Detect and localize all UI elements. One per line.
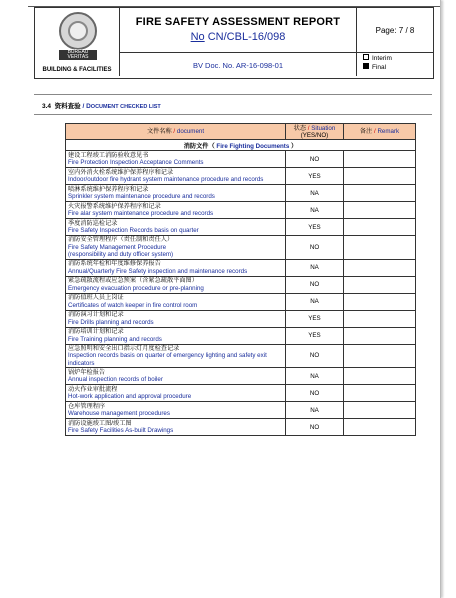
bureau-veritas-seal-icon <box>59 12 97 50</box>
document-name-en: Hot-work application and approval procedure <box>68 393 192 400</box>
table-row <box>66 344 416 368</box>
table-row <box>66 151 416 168</box>
document-name-cn: 消防演习计划和记录 <box>68 311 124 318</box>
status-cell: NA <box>286 202 344 219</box>
document-name-en: Fire Safety Inspection Records basis on quarter <box>68 227 199 234</box>
final-option <box>363 63 386 72</box>
division-label: BUILDING & FACILITIES <box>42 67 112 73</box>
status-cell: NA <box>286 402 344 419</box>
remark-cell <box>344 402 416 419</box>
status-cell: NA <box>286 368 344 385</box>
document-name-en: Fire Drills planning and records <box>68 318 154 326</box>
remark-cell <box>344 276 416 293</box>
remark-cell <box>344 344 416 368</box>
table-row <box>66 236 416 260</box>
table-row <box>66 219 416 236</box>
document-name-cell <box>66 259 286 276</box>
section-rule-bottom <box>34 114 432 115</box>
document-name-cell <box>66 236 286 260</box>
document-name-cn: 消防安全管理程序（责任制和责任人） <box>68 236 174 243</box>
remark-cell <box>344 185 416 202</box>
col-header-document: 文件名称 / document <box>66 124 286 140</box>
category-row <box>66 140 416 151</box>
logo-wordmark: BUREAU VERITAS <box>59 50 97 60</box>
top-border <box>28 0 440 7</box>
document-name-cell <box>66 327 286 344</box>
document-name-cell <box>66 151 286 168</box>
document-name-en-line2: (responsibility and duty officer system) <box>68 251 174 258</box>
section-title-cn: 资料查验 <box>54 103 81 110</box>
document-name-cell <box>66 310 286 327</box>
document-name-en: Inspection records basis on quarter of emergency lighting and safety exit indicators <box>68 352 267 367</box>
col-header-remark: 备注 / Remark <box>344 124 416 140</box>
status-cell: NA <box>286 259 344 276</box>
document-name-en: Fire Protection Inspection Acceptance Comments <box>68 159 204 166</box>
document-name-en: Fire Safety Facilities As-built Drawings <box>68 427 174 434</box>
document-name-cn: 火灾报警系统维护保养程序和记录 <box>68 202 161 210</box>
interim-option <box>363 54 392 63</box>
document-name-cn: 仓库管理程序 <box>68 402 106 410</box>
section-rule-top <box>34 94 432 95</box>
report-page <box>28 0 441 598</box>
table-row <box>66 385 416 402</box>
remark-cell <box>344 219 416 236</box>
document-name-cn: 季度消防巡检记录 <box>68 219 118 227</box>
final-checkbox <box>363 63 369 69</box>
report-number-prefix: No <box>190 31 205 43</box>
document-name-cn: 紧急疏散流程或应急预案（含紧急疏散平面图） <box>68 277 198 284</box>
document-name-en: Fire Safety Management Procedure <box>68 243 167 251</box>
document-name-en: Indoor/outdoor fire hydrant system maintenance procedure and records <box>68 176 264 183</box>
logo-cell <box>35 8 120 76</box>
document-name-cn: 消防培训计划和记录 <box>68 328 124 335</box>
page-cell <box>357 8 433 76</box>
table-row <box>66 202 416 219</box>
document-name-cell <box>66 185 286 202</box>
document-name-en: Annual/Quarterly Fire Safety inspection and maintenance records <box>68 267 248 275</box>
table-row <box>66 402 416 419</box>
table-row <box>66 276 416 293</box>
document-name-cell <box>66 202 286 219</box>
document-name-en: Annual inspection records of boiler <box>68 376 163 383</box>
remark-cell <box>344 327 416 344</box>
remark-cell <box>344 385 416 402</box>
document-name-cell <box>66 419 286 436</box>
document-name-cn: 消防值班人员上岗证 <box>68 294 124 301</box>
document-name-cell <box>66 402 286 419</box>
status-cell: YES <box>286 310 344 327</box>
status-cell: NO <box>286 419 344 436</box>
table-header-row <box>66 124 416 140</box>
table-row <box>66 419 416 436</box>
document-name-cell <box>66 168 286 185</box>
table-row <box>66 327 416 344</box>
remark-cell <box>344 151 416 168</box>
document-name-en: Certificates of watch keeper in fire control room <box>68 301 198 309</box>
document-name-cell <box>66 276 286 293</box>
document-name-cn: 建设工程竣工消防验收意见书 <box>68 151 149 159</box>
divider <box>357 52 433 53</box>
document-name-cell <box>66 344 286 368</box>
document-name-cn: 应急照明和安全出口指示灯月度检查记录 <box>68 344 180 352</box>
remark-cell <box>344 236 416 260</box>
status-cell: YES <box>286 168 344 185</box>
section-title-en-initial: D <box>86 103 91 110</box>
report-title: FIRE SAFETY ASSESSMENT REPORT <box>135 16 341 28</box>
status-cell: YES <box>286 219 344 236</box>
document-name-en: Fire alar system maintenance procedure and records <box>68 210 214 217</box>
status-cell: NA <box>286 293 344 310</box>
document-name-cn: 锅炉年检报告 <box>68 368 106 376</box>
document-name-en: Fire Training planning and records <box>68 335 162 343</box>
col-header-situation: 状态 / Situation (YES/NO) <box>286 124 344 140</box>
document-name-cell <box>66 219 286 236</box>
document-name-cn: 喷淋系统维护保养程序和记录 <box>68 185 149 193</box>
remark-cell <box>344 310 416 327</box>
final-label: Final <box>372 64 387 71</box>
document-name-cn: 室内外消火栓系统维护保养程序和记录 <box>68 168 174 176</box>
document-name-cn: 消防系统年检和年度维修保养报告 <box>68 260 161 267</box>
remark-cell <box>344 419 416 436</box>
status-cell: NO <box>286 276 344 293</box>
report-number <box>120 31 356 43</box>
section-number: 3.4 <box>42 103 52 110</box>
document-checklist-table <box>65 123 416 436</box>
document-name-cn: 消防设施竣工图/竣工图 <box>68 419 132 427</box>
page-number: Page: 7 / 8 <box>375 26 415 35</box>
document-name-cell <box>66 385 286 402</box>
doc-number: BV Doc. No. AR-16-098-01 <box>192 61 284 70</box>
table-row <box>66 310 416 327</box>
remark-cell <box>344 368 416 385</box>
table-row <box>66 168 416 185</box>
table-row <box>66 259 416 276</box>
section-heading <box>42 101 161 110</box>
document-name-en: Warehouse management procedures <box>68 410 170 417</box>
category-label: 消防文件（ Fire Fighting Documents ） <box>66 140 416 151</box>
report-number-value: CN/CBL-16/098 <box>204 31 286 43</box>
remark-cell <box>344 293 416 310</box>
table-row <box>66 293 416 310</box>
section-title-en: OCUMENT CHECKED LIST <box>90 104 161 110</box>
status-cell: YES <box>286 327 344 344</box>
table-row <box>66 185 416 202</box>
divider <box>120 52 356 53</box>
document-name-en: Sprinkler system maintenance procedure and records <box>68 193 215 200</box>
status-cell: NA <box>286 185 344 202</box>
status-cell: NO <box>286 385 344 402</box>
report-header <box>34 7 434 79</box>
table-row <box>66 368 416 385</box>
title-cell <box>120 8 357 76</box>
remark-cell <box>344 202 416 219</box>
section-sep: / <box>80 103 87 110</box>
remark-cell <box>344 259 416 276</box>
interim-label: Interim <box>372 55 392 62</box>
remark-cell <box>344 168 416 185</box>
document-name-cell <box>66 368 286 385</box>
document-name-cn: 动火作业审批流程 <box>68 385 118 393</box>
interim-checkbox <box>363 54 369 60</box>
status-cell: NO <box>286 236 344 260</box>
document-name-cell <box>66 293 286 310</box>
status-cell: NO <box>286 344 344 368</box>
document-name-en: Emergency evacuation procedure or pre-planning <box>68 284 204 292</box>
status-cell: NO <box>286 151 344 168</box>
